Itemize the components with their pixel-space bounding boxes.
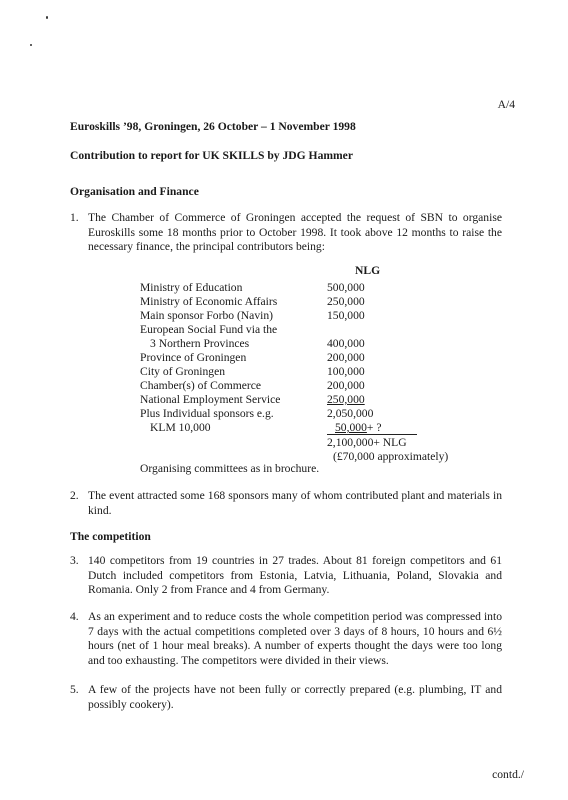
finance-table-header: NLG <box>355 264 381 277</box>
finance-value: 100,000 <box>327 365 365 378</box>
paragraph-2 <box>70 489 502 518</box>
section-heading-organisation: Organisation and Finance <box>70 185 199 198</box>
paragraph-5 <box>70 683 502 712</box>
finance-total: 2,100,000+ NLG <box>327 436 407 449</box>
page-reference: A/4 <box>497 98 515 111</box>
paragraph-text: 140 competitors from 19 countries in 27 trades. About 81 foreign competitors and 61 Dutch included competitors from Estonia, Latvia, Lithuania, Poland, Slovakia and Romania. Only 2 from France and 4 from Germany. <box>88 554 502 597</box>
paragraph-number: 4. <box>70 610 79 623</box>
scan-speck <box>30 44 32 46</box>
finance-value-suffix: + ? <box>366 421 382 434</box>
finance-label: Province of Groningen <box>140 351 247 364</box>
paragraph-number: 3. <box>70 554 79 567</box>
finance-label: Ministry of Economic Affairs <box>140 295 278 308</box>
finance-row <box>140 393 480 407</box>
section-heading-competition: The competition <box>70 530 151 543</box>
finance-row <box>140 337 480 351</box>
paragraph-text: As an experiment and to reduce costs the whole competition period was compressed into 7 days with the actual competitions completed over 3 days of 8 hours, 10 hours and 6½ hours (net of 1 hour meal breaks). A number of experts thought the days were too long and too exhausting. The competitors were divided in their views. <box>88 610 502 667</box>
paragraph-text: The event attracted some 168 sponsors many of whom contributed plant and materials in kind. <box>88 489 502 517</box>
finance-value: 500,000 <box>327 281 365 294</box>
finance-value: 250,000 <box>327 295 365 308</box>
finance-value: 200,000 <box>327 379 365 392</box>
finance-row <box>140 421 480 435</box>
finance-total-row <box>140 436 480 450</box>
finance-value: 200,000 <box>327 351 365 364</box>
scan-speck <box>46 16 48 19</box>
finance-label: City of Groningen <box>140 365 226 378</box>
document-subtitle: Contribution to report for UK SKILLS by JDG Hammer <box>70 149 353 162</box>
document-title: Euroskills ’98, Groningen, 26 October – 1 November 1998 <box>70 120 356 133</box>
finance-label: Main sponsor Forbo (Navin) <box>140 309 273 322</box>
finance-row <box>140 365 480 379</box>
finance-label: National Employment Service <box>140 393 281 406</box>
finance-label: KLM 10,000 <box>150 421 211 434</box>
finance-label: European Social Fund via the <box>140 323 278 336</box>
finance-row <box>140 407 480 421</box>
paragraph-number: 2. <box>70 489 79 502</box>
paragraph-number: 1. <box>70 211 79 224</box>
finance-row <box>140 281 480 295</box>
paragraph-text: A few of the projects have not been fully or correctly prepared (e.g. plumbing, IT and possibly cookery). <box>88 683 502 711</box>
paragraph-text: The Chamber of Commerce of Groningen accepted the request of SBN to organise Euroskills some 18 months prior to October 1998. It took above 12 months to raise the necessary finance, the principal contributors being: <box>88 211 502 254</box>
finance-value: 150,000 <box>327 309 365 322</box>
paragraph-number: 5. <box>70 683 79 696</box>
finance-row <box>140 309 480 323</box>
finance-label: Plus Individual sponsors e.g. <box>140 407 274 420</box>
finance-value: 250,000 <box>327 393 365 406</box>
paragraph-3 <box>70 554 502 598</box>
paragraph-4 <box>70 610 502 668</box>
finance-value: 50,000 <box>335 421 367 434</box>
finance-label: Chamber(s) of Commerce <box>140 379 262 392</box>
finance-approx: (£70,000 approximately) <box>333 450 449 463</box>
continued-marker: contd./ <box>492 768 524 781</box>
finance-value: 400,000 <box>327 337 365 350</box>
paragraph-1 <box>70 211 502 255</box>
finance-row <box>140 351 480 365</box>
committees-note: Organising committees as in brochure. <box>140 462 320 475</box>
finance-row <box>140 379 480 393</box>
finance-value: 2,050,000 <box>327 407 374 420</box>
finance-label: 3 Northern Provinces <box>150 337 250 350</box>
finance-row <box>140 323 480 337</box>
finance-label: Ministry of Education <box>140 281 243 294</box>
finance-row <box>140 295 480 309</box>
total-rule <box>327 434 417 435</box>
